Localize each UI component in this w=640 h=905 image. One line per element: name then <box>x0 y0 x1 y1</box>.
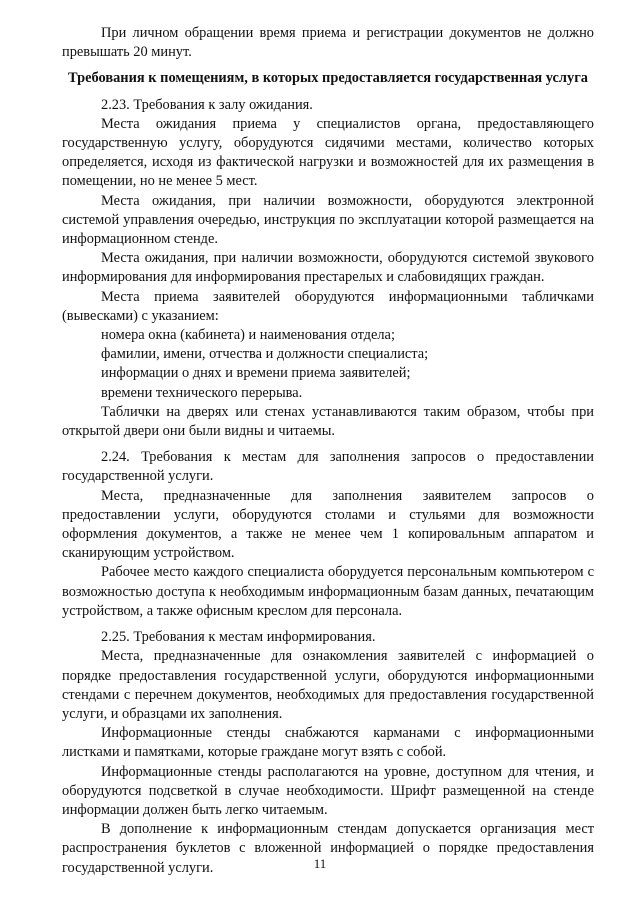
section-2-23-paragraph-1: Места ожидания приема у специалистов органа, предоставляющего государственную услугу, оборудуются сидячими местами, количество которых определяется, исходя из фактической нагрузки и возможностей для их размещения в помещении, но не менее 5 мест. <box>62 115 594 190</box>
section-2-24-paragraph-1: Места, предназначенные для заполнения заявителем запросов о предоставлении услуги, оборудуются столами и стульями для возможности оформления документов, а также не менее чем 1 копировальным аппаратом и сканирующим устройством. <box>62 487 594 562</box>
section-2-23-paragraph-4: Места приема заявителей оборудуются информационными табличками (вывесками) с указанием: <box>62 288 594 324</box>
document-page <box>62 24 594 878</box>
section-2-24-title: 2.24. Требования к местам для заполнения запросов о предоставлении государственной услуги. <box>62 449 594 485</box>
section-2-24-paragraph-2: Рабочее место каждого специалиста оборудуется персональным компьютером с возможностью доступа к необходимым информационным базам данных, печатающим устройством, а также офисным креслом для персонала. <box>62 564 594 619</box>
section-2-23-paragraph-2: Места ожидания, при наличии возможности, оборудуются электронной системой управления очередью, инструкция по эксплуатации которой размещается на информационном стенде. <box>62 192 594 248</box>
section-2-25-paragraph-4: В дополнение к информационным стендам допускается организация мест распространения буклетов с вложенной информацией о порядке предоставления государственной услуги. <box>62 821 594 876</box>
section-2-25-paragraph-3: Информационные стенды располагаются на уровне, доступном для чтения, и оборудуются подсветкой в случае необходимости. Шрифт размещенной на стенде информации должен быть легко читаемым. <box>62 763 594 818</box>
intro-paragraph: При личном обращении время приема и регистрации документов не должно превышать 20 минут. <box>62 25 594 61</box>
section-heading: Требования к помещениям, в которых предоставляется государственная услуга <box>68 70 588 87</box>
section-2-25-title: 2.25. Требования к местам информирования. <box>101 629 376 646</box>
list-item: времени технического перерыва. <box>101 384 303 401</box>
section-2-23-title: 2.23. Требования к залу ожидания. <box>101 96 313 113</box>
list-item: фамилии, имени, отчества и должности специалиста; <box>101 346 429 363</box>
page-number: 11 <box>313 856 327 871</box>
section-2-23-paragraph-5: Таблички на дверях или стенах устанавливаются таким образом, чтобы при открытой двери они были видны и читаемы. <box>62 403 594 440</box>
list-item: номера окна (кабинета) и наименования отдела; <box>101 327 395 344</box>
list-item: информации о днях и времени приема заявителей; <box>101 365 411 382</box>
section-2-25-paragraph-2: Информационные стенды снабжаются карманами с информационными листками и памятками, которые граждане могут взять с собой. <box>62 725 594 761</box>
section-2-25-paragraph-1: Места, предназначенные для ознакомления заявителей с информацией о порядке предоставления государственной услуги, оборудуются информационными стендами с перечнем документов, необходимых для предоставления государственной услуги, и образцами их заполнения. <box>62 648 594 722</box>
section-2-23-paragraph-3: Места ожидания, при наличии возможности, оборудуются системой звукового информирования для информирования престарелых и слабовидящих граждан. <box>62 250 594 286</box>
